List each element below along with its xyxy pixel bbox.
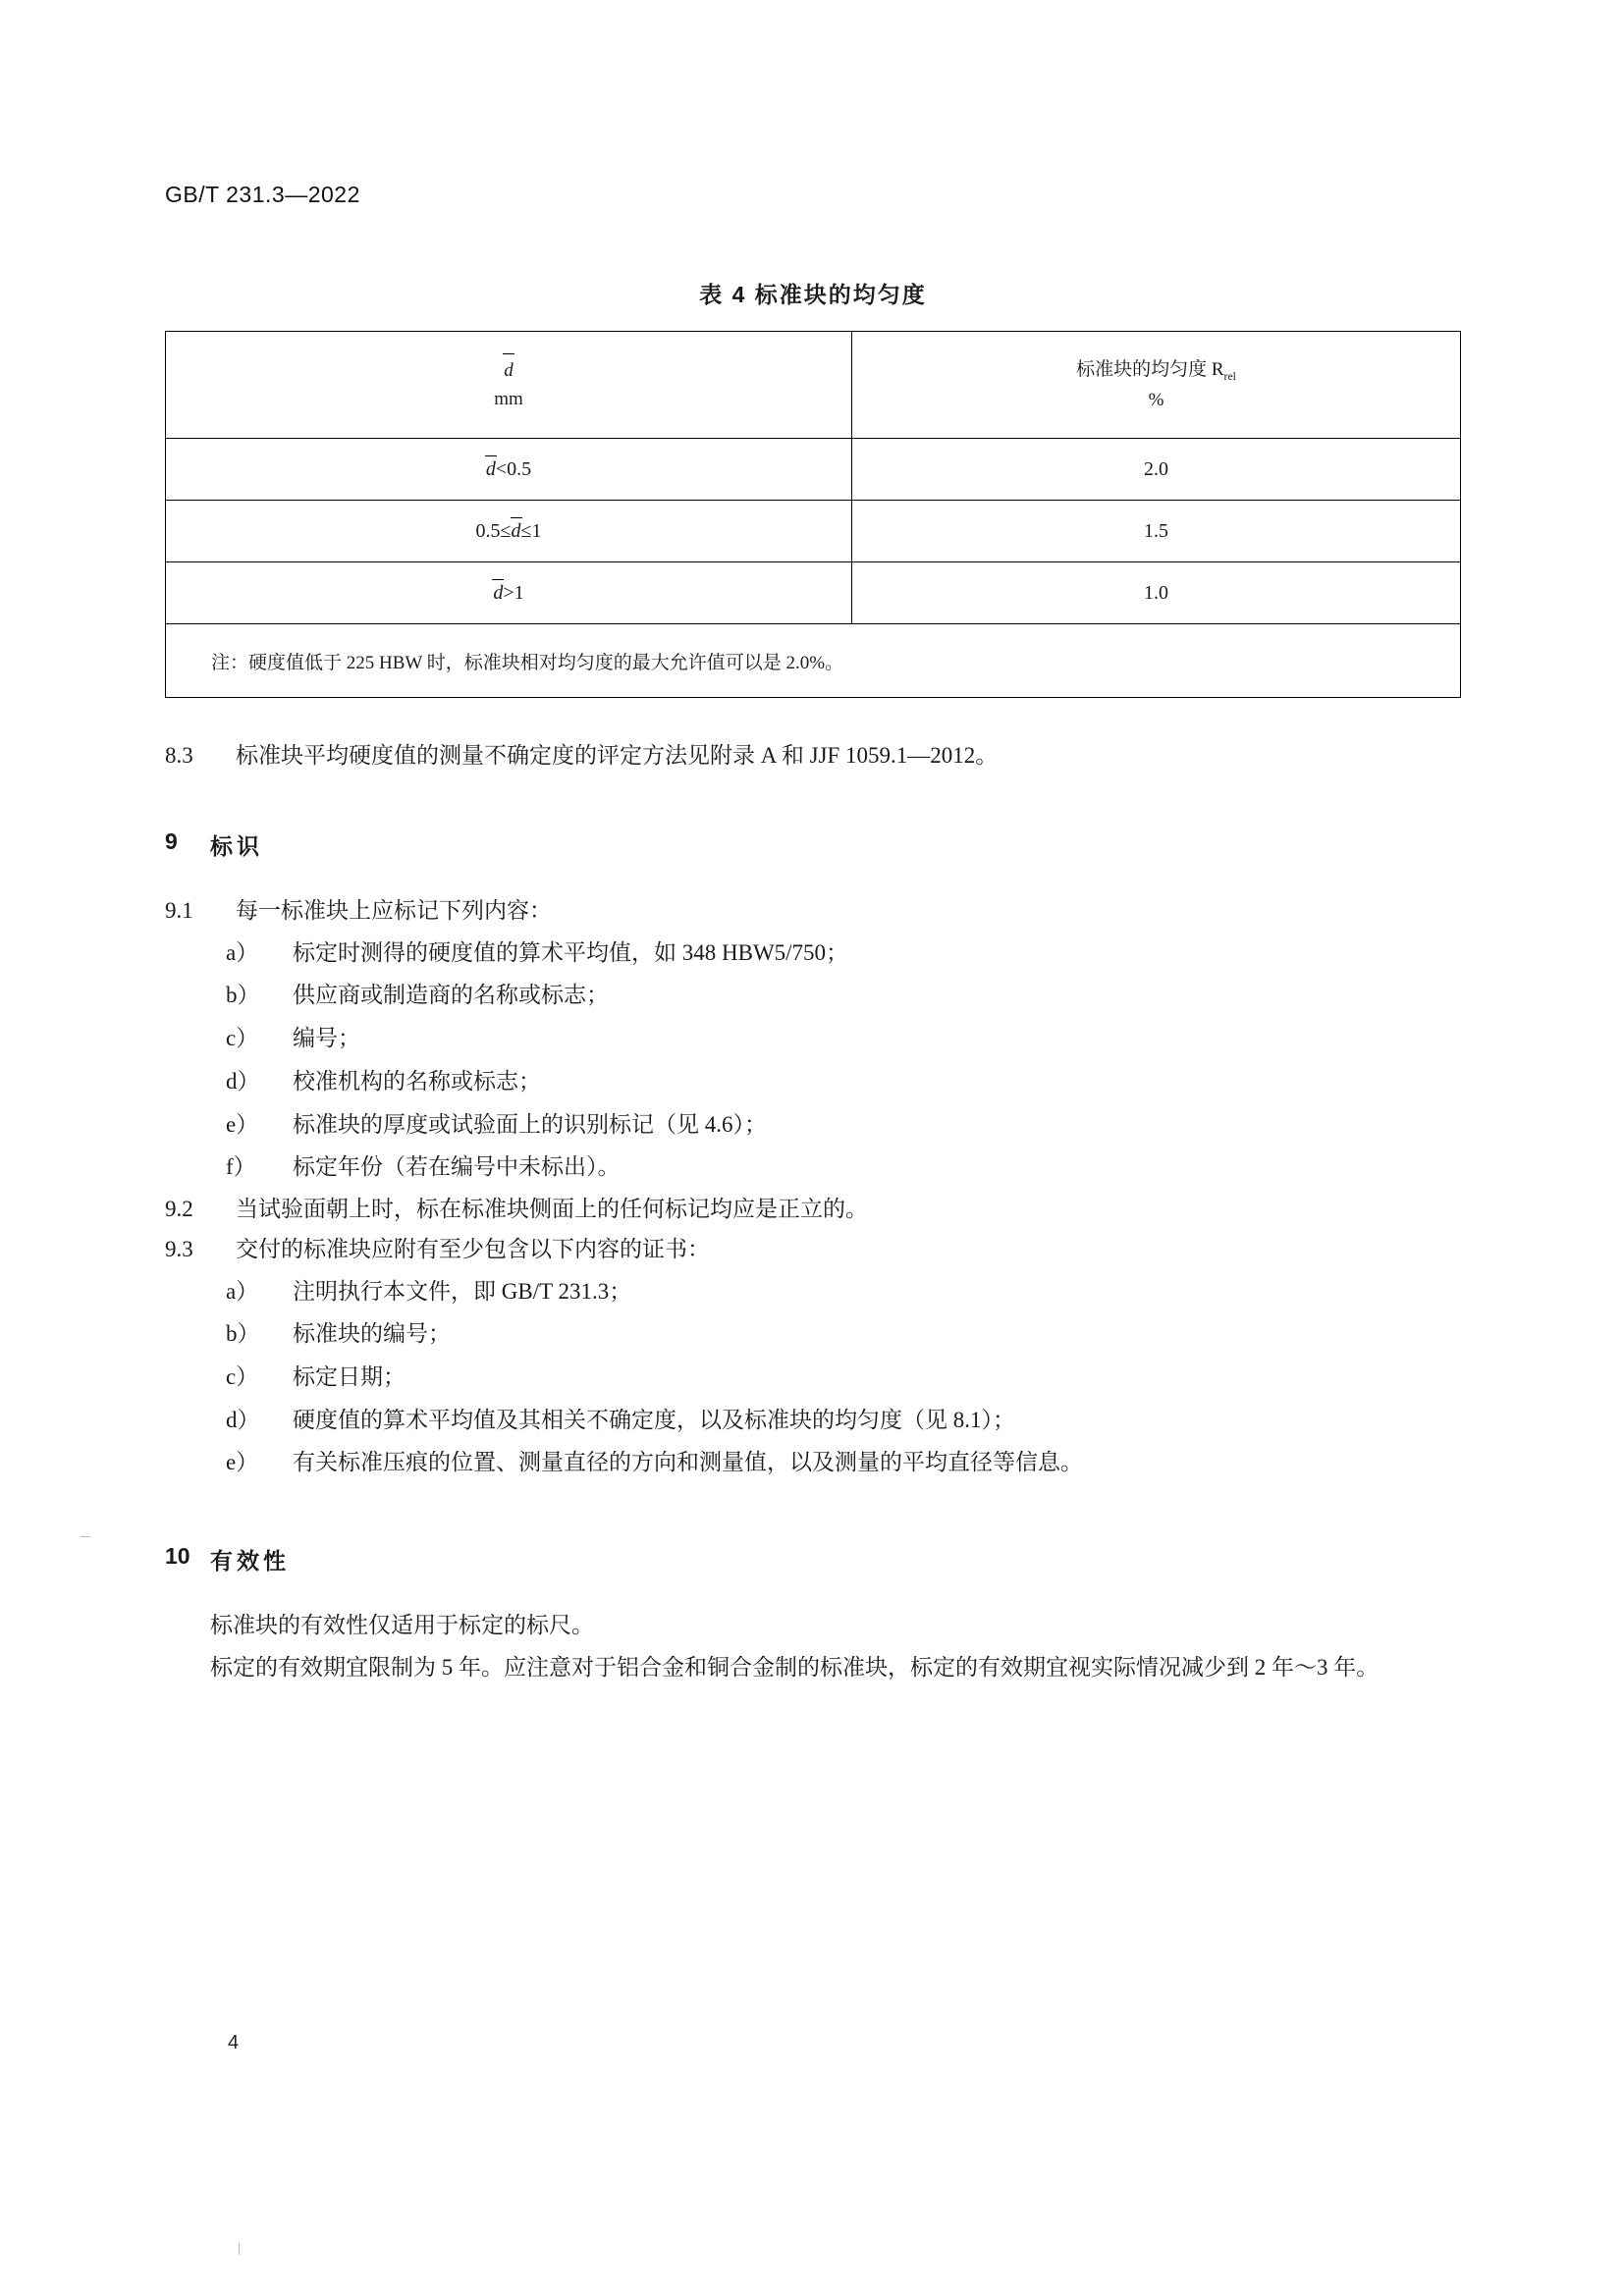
list-item xyxy=(165,974,1461,1017)
section-10-number: 10 xyxy=(165,1543,190,1570)
clause-9-3-list xyxy=(165,1270,1461,1484)
list-item xyxy=(165,1356,1461,1399)
table-cell-range-1 xyxy=(166,439,852,501)
list-item-text: 供应商或制造商的名称或标志； xyxy=(293,983,609,1008)
d-symbol: d xyxy=(511,519,521,542)
list-item xyxy=(165,1270,1461,1313)
range-prefix-2: 0.5≤ xyxy=(475,519,512,542)
table-header-cell-d xyxy=(166,332,852,439)
table-caption: 表 4 标准块的均匀度 xyxy=(699,282,927,307)
clause-9-1 xyxy=(165,890,1461,931)
list-item-label: f） xyxy=(226,1154,256,1180)
registration-mark-bottom xyxy=(239,2243,240,2255)
table-header-cell-uniformity xyxy=(852,332,1461,439)
d-symbol: d xyxy=(504,356,514,385)
list-item-label: d） xyxy=(226,1068,260,1094)
table-cell-value-3: 1.0 xyxy=(852,562,1461,624)
list-item xyxy=(165,1146,1461,1189)
table-header-row xyxy=(166,332,1461,439)
list-item-text: 标定日期； xyxy=(293,1364,406,1390)
registration-mark-left xyxy=(81,1536,90,1537)
list-item xyxy=(165,1399,1461,1442)
clause-8-3-text: 标准块平均硬度值的测量不确定度的评定方法见附录 A 和 JJF 1059.1—2012。 xyxy=(236,743,999,768)
list-item-text: 有关标准压痕的位置、测量直径的方向和测量值，以及测量的平均直径等信息。 xyxy=(293,1450,1083,1475)
clause-9-1-text: 每一标准块上应标记下列内容： xyxy=(236,898,552,924)
table-row xyxy=(166,501,1461,562)
table-cell-range-3 xyxy=(166,562,852,624)
list-item-text: 编号； xyxy=(293,1026,360,1051)
section-10-heading xyxy=(165,1543,1461,1575)
list-item-label: a） xyxy=(226,939,259,965)
list-item-text: 校准机构的名称或标志； xyxy=(293,1068,541,1094)
d-unit: mm xyxy=(494,389,523,409)
clause-8-3-number: 8.3 xyxy=(165,743,193,768)
list-item-label: e） xyxy=(226,1111,259,1137)
uniformity-unit: % xyxy=(1148,389,1164,410)
uniformity-title-sub: rel xyxy=(1223,369,1236,383)
list-item-text: 注明执行本文件，即 GB/T 231.3； xyxy=(293,1278,632,1304)
section-10-title: 有效性 xyxy=(210,1548,290,1575)
table-row xyxy=(166,439,1461,501)
list-item xyxy=(165,1312,1461,1356)
page-number: 4 xyxy=(228,2032,240,2054)
clause-9-3-number: 9.3 xyxy=(165,1237,193,1262)
section-9-number: 9 xyxy=(165,828,178,855)
clause-8-3 xyxy=(165,735,1461,775)
range-op-1: <0.5 xyxy=(495,457,532,480)
list-item xyxy=(165,932,1461,975)
clause-9-1-list xyxy=(165,932,1461,1189)
table-row xyxy=(166,562,1461,624)
list-item-label: d） xyxy=(226,1407,260,1432)
document-header: GB/T 231.3—2022 xyxy=(165,182,360,207)
list-item xyxy=(165,1017,1461,1060)
table-cell-value-2: 1.5 xyxy=(852,501,1461,562)
list-item xyxy=(165,1441,1461,1484)
clause-9-2 xyxy=(165,1189,1461,1229)
clause-9-2-text: 当试验面朝上时，标在标准块侧面上的任何标记均应是正立的。 xyxy=(236,1196,868,1221)
section-9-title: 标识 xyxy=(210,833,263,860)
clause-9-1-number: 9.1 xyxy=(165,898,193,924)
section-9-heading xyxy=(165,828,1461,861)
clause-9-3-text: 交付的标准块应附有至少包含以下内容的证书： xyxy=(236,1237,710,1262)
uniformity-table xyxy=(165,331,1461,698)
list-item-label: a） xyxy=(226,1278,259,1304)
clause-9-3 xyxy=(165,1229,1461,1269)
clause-9-2-number: 9.2 xyxy=(165,1196,193,1221)
list-item-text: 硬度值的算术平均值及其相关不确定度，以及标准块的均匀度（见 8.1）； xyxy=(293,1407,1015,1432)
page-content xyxy=(165,182,1461,1688)
list-item xyxy=(165,1103,1461,1147)
list-item-label: c） xyxy=(226,1364,259,1390)
list-item-label: b） xyxy=(226,1321,260,1347)
list-item-text: 标准块的编号； xyxy=(293,1321,451,1347)
uniformity-title: 标准块的均匀度 R xyxy=(1076,358,1224,380)
section-10-paragraph-1: 标准块的有效性仅适用于标定的标尺。 xyxy=(210,1613,594,1638)
table-note-row xyxy=(166,624,1461,698)
list-item-text: 标准块的厚度或试验面上的识别标记（见 4.6）； xyxy=(293,1111,767,1137)
range-op-2: ≤1 xyxy=(520,519,542,542)
table-cell-value-1: 2.0 xyxy=(852,439,1461,501)
table-note: 注：硬度值低于 225 HBW 时，标准块相对均匀度的最大允许值可以是 2.0%。 xyxy=(166,624,1461,698)
list-item-label: b） xyxy=(226,983,260,1008)
section-10-paragraph-2: 标定的有效期宜限制为 5 年。应注意对于铝合金和铜合金制的标准块，标定的有效期宜视实际情况减少到 2 年～3 年。 xyxy=(210,1654,1380,1680)
list-item-label: e） xyxy=(226,1450,259,1475)
list-item-text: 标定时测得的硬度值的算术平均值，如 348 HBW5/750； xyxy=(293,939,849,965)
list-item xyxy=(165,1060,1461,1103)
list-item-label: c） xyxy=(226,1026,259,1051)
table-cell-range-2 xyxy=(166,501,852,562)
range-op-3: >1 xyxy=(503,581,524,604)
list-item-text: 标定年份（若在编号中未标出）。 xyxy=(293,1154,621,1180)
d-symbol: d xyxy=(493,581,504,604)
d-symbol: d xyxy=(485,457,496,480)
